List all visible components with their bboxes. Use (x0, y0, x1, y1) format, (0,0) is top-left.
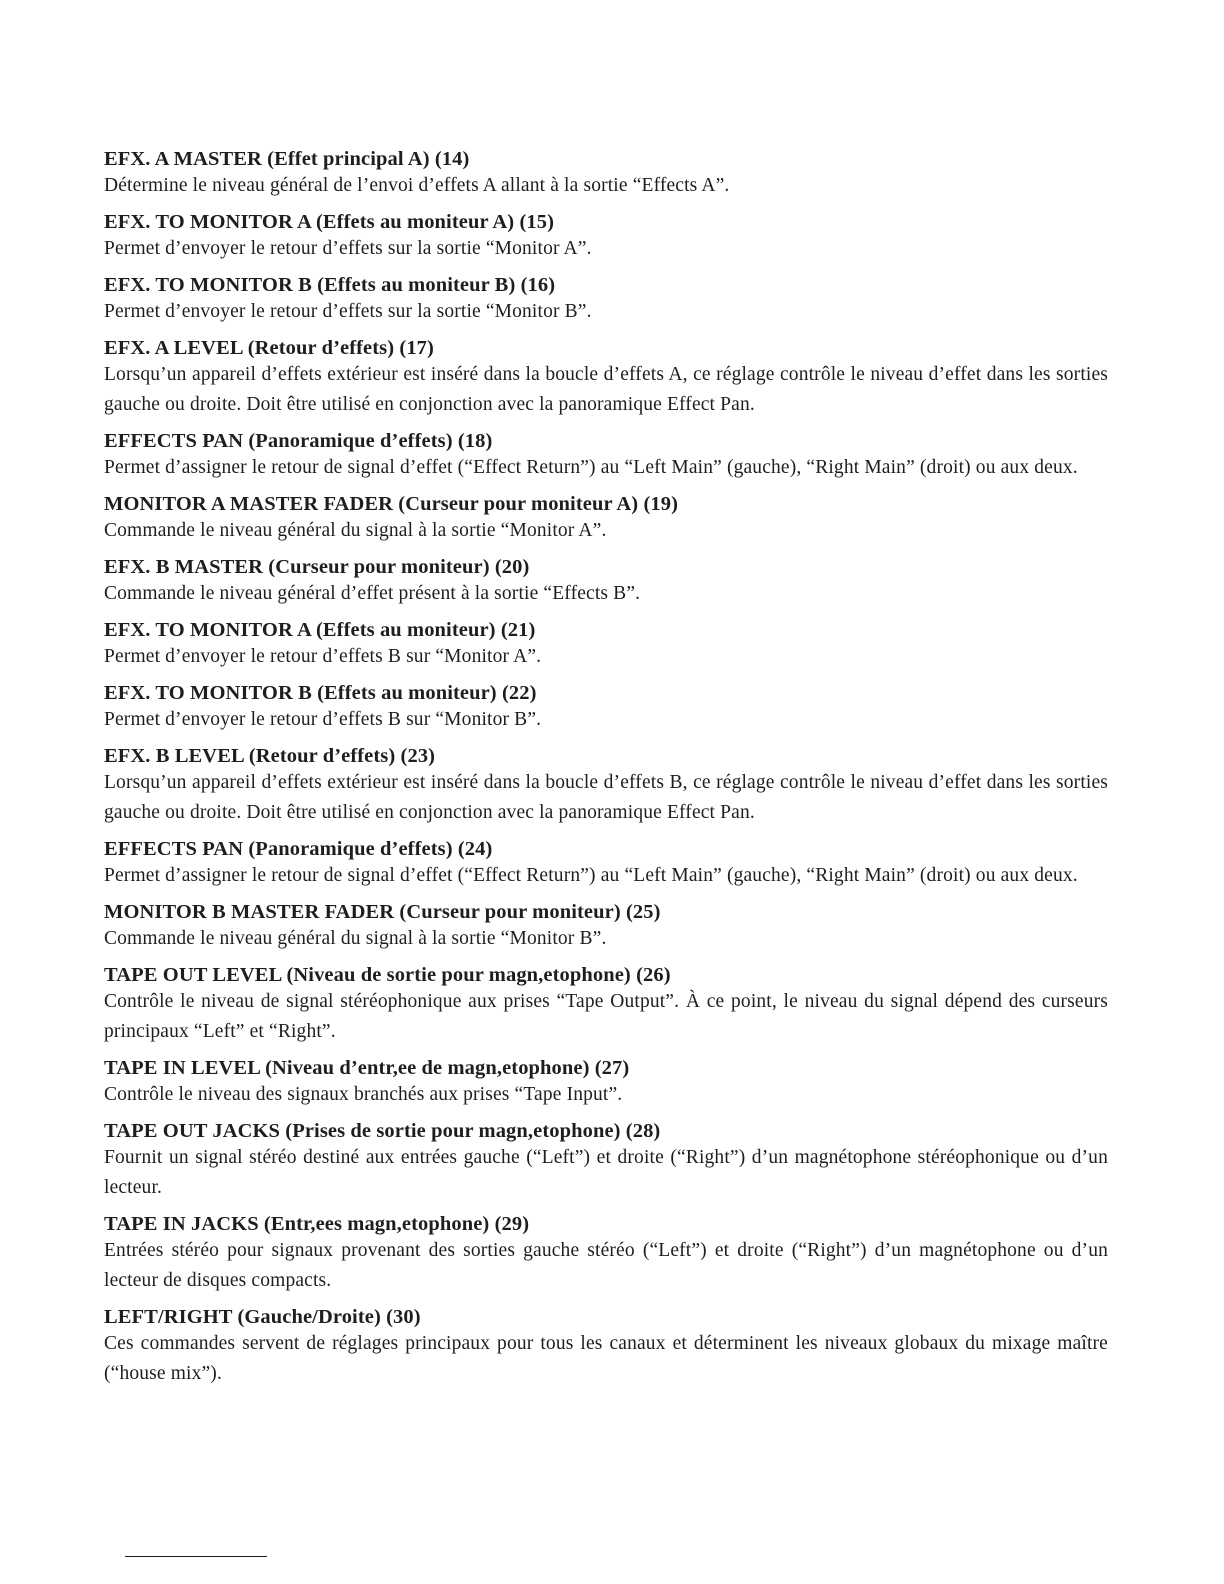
entry-tape-out-level (104, 963, 1108, 1047)
entry-title: TAPE IN JACKS (Entr,ees magn,etophone) (29) (104, 1213, 530, 1235)
entry-title: TAPE OUT LEVEL (Niveau de sortie pour magn,etophone) (26) (104, 964, 671, 986)
entry-effects-pan-b (104, 837, 1108, 891)
entry-monitor-b-master-fader (104, 900, 1108, 954)
entry-body: Ces commandes servent de réglages principaux pour tous les canaux et déterminent les niveaux globaux du mixage maître (“house mix”). (104, 1333, 1108, 1384)
entry-title: EFFECTS PAN (Panoramique d’effets) (24) (104, 838, 493, 860)
entry-monitor-a-master-fader (104, 492, 1108, 546)
entry-body: Fournit un signal stéréo destiné aux entrées gauche (“Left”) et droite (“Right”) d’un magnétophone stéréophonique ou d’un lecteur. (104, 1147, 1108, 1198)
entry-title: LEFT/RIGHT (Gauche/Droite) (30) (104, 1306, 421, 1328)
footnote-rule (125, 1556, 267, 1557)
entry-left-right (104, 1305, 1108, 1389)
entry-title: EFFECTS PAN (Panoramique d’effets) (18) (104, 430, 493, 452)
entry-efx-b-master (104, 555, 1108, 609)
entry-title: EFX. B MASTER (Curseur pour moniteur) (20) (104, 556, 530, 578)
entry-title: TAPE OUT JACKS (Prises de sortie pour magn,etophone) (28) (104, 1120, 661, 1142)
entry-body: Permet d’envoyer le retour d’effets B sur “Monitor B”. (104, 709, 542, 730)
entry-body: Permet d’envoyer le retour d’effets sur la sortie “Monitor A”. (104, 238, 592, 259)
entry-body: Lorsqu’un appareil d’effets extérieur est inséré dans la boucle d’effets A, ce réglage contrôle le niveau d’effet dans les sorties gauche ou droite. Doit être utilisé en conjonction avec la panoramique Effect Pan. (104, 364, 1108, 415)
entry-body: Lorsqu’un appareil d’effets extérieur est inséré dans la boucle d’effets B, ce réglage contrôle le niveau d’effet dans les sorties gauche ou droite. Doit être utilisé en conjonction avec la panoramique Effect Pan. (104, 772, 1108, 823)
entry-title: TAPE IN LEVEL (Niveau d’entr,ee de magn,etophone) (27) (104, 1057, 630, 1079)
entry-body: Commande le niveau général du signal à la sortie “Monitor A”. (104, 520, 607, 541)
entry-title: EFX. TO MONITOR B (Effets au moniteur B) (16) (104, 274, 556, 296)
entry-body: Commande le niveau général du signal à la sortie “Monitor B”. (104, 928, 607, 949)
entry-body: Permet d’envoyer le retour d’effets B sur “Monitor A”. (104, 646, 542, 667)
entry-efx-to-monitor-b (104, 273, 1108, 327)
entry-body: Contrôle le niveau des signaux branchés aux prises “Tape Input”. (104, 1084, 623, 1105)
entry-title: EFX. A MASTER (Effet principal A) (14) (104, 148, 470, 170)
entry-efx-b-to-monitor-b (104, 681, 1108, 735)
entry-body: Commande le niveau général d’effet présent à la sortie “Effects B”. (104, 583, 641, 604)
entry-efx-a-level (104, 336, 1108, 420)
entry-body: Contrôle le niveau de signal stéréophonique aux prises “Tape Output”. À ce point, le niveau du signal dépend des curseurs principaux “Left” et “Right”. (104, 991, 1108, 1042)
entry-title: MONITOR A MASTER FADER (Curseur pour moniteur A) (19) (104, 493, 679, 515)
entry-title: EFX. B LEVEL (Retour d’effets) (23) (104, 745, 436, 767)
entry-efx-to-monitor-a (104, 210, 1108, 264)
entry-title: EFX. A LEVEL (Retour d’effets) (17) (104, 337, 434, 359)
entry-title: EFX. TO MONITOR B (Effets au moniteur) (22) (104, 682, 537, 704)
entry-tape-out-jacks (104, 1119, 1108, 1203)
entry-body: Détermine le niveau général de l’envoi d’effets A allant à la sortie “Effects A”. (104, 175, 730, 196)
entry-efx-a-master (104, 147, 1108, 201)
entry-body: Permet d’assigner le retour de signal d’effet (“Effect Return”) au “Left Main” (gauche), “Right Main” (droit) ou aux deux. (104, 865, 1078, 886)
entry-body: Permet d’envoyer le retour d’effets sur la sortie “Monitor B”. (104, 301, 592, 322)
entry-efx-b-level (104, 744, 1108, 828)
document-page (104, 147, 1108, 1398)
entry-efx-b-to-monitor-a (104, 618, 1108, 672)
entry-tape-in-level (104, 1056, 1108, 1110)
entry-title: EFX. TO MONITOR A (Effets au moniteur) (21) (104, 619, 536, 641)
entry-title: EFX. TO MONITOR A (Effets au moniteur A) (15) (104, 211, 555, 233)
entry-title: MONITOR B MASTER FADER (Curseur pour moniteur) (25) (104, 901, 661, 923)
entry-effects-pan-a (104, 429, 1108, 483)
entry-body: Permet d’assigner le retour de signal d’effet (“Effect Return”) au “Left Main” (gauche), “Right Main” (droit) ou aux deux. (104, 457, 1078, 478)
entry-body: Entrées stéréo pour signaux provenant des sorties gauche stéréo (“Left”) et droite (“Right”) d’un magnétophone ou d’un lecteur de disques compacts. (104, 1240, 1108, 1291)
entry-tape-in-jacks (104, 1212, 1108, 1296)
